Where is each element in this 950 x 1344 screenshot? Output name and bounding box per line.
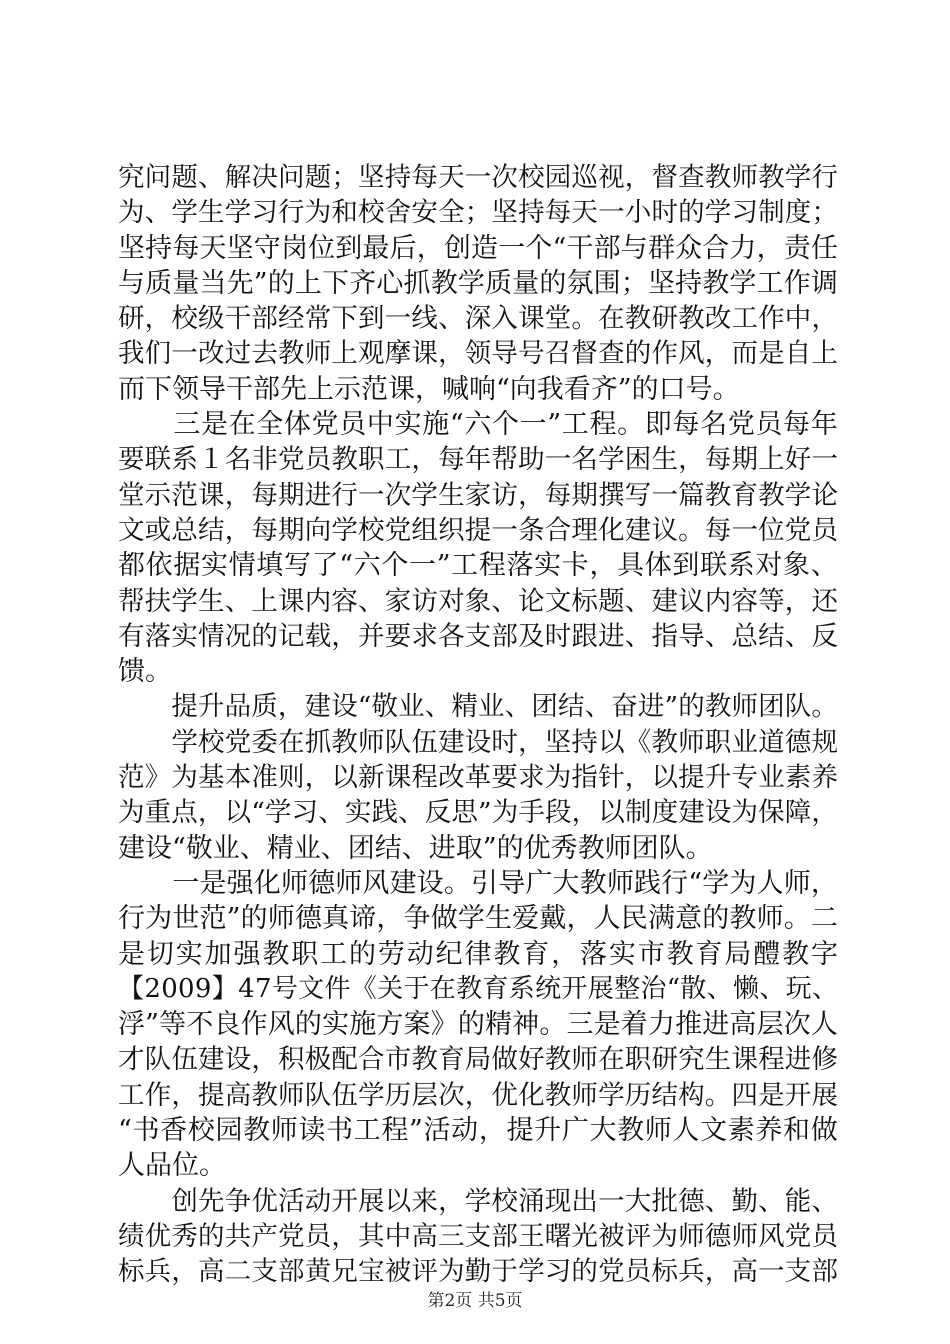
- text-line: 人品位。: [118, 1150, 226, 1182]
- text-line: 标 兵 ， 高 二 支 部 黄 兄 宝 被 评 为 勤 于 学 习 的 党 员 标 兵 ， 高 一 支 部: [118, 1256, 838, 1288]
- text-line: 是 切 实 加 强 教 职 工 的 劳 动 纪 律 教 育 ， 落 实 市 教 育 局 醴 教 字: [118, 938, 838, 970]
- text-line: 绩 优 秀 的 共 产 党 员 ， 其 中 高 三 支 部 王 曙 光 被 评 为 师 德 师 风 党 员: [118, 1220, 838, 1252]
- text-line: 要 联 系 １ 名 非 党 员 教 职 工 ， 每 年 帮 助 一 名 学 困 生 ， 每 期 上 好 一: [118, 444, 838, 476]
- text-line: 而下领导干部先上示范课，喊响“向我看齐”的口号。: [118, 373, 740, 405]
- body-text: [118, 160, 838, 1290]
- text-line: “ 书 香 校 园 教 师 读 书 工 程 ” 活 动 ， 提 升 广 大 教 师 人 文 素 养 和 做: [118, 1115, 838, 1147]
- text-line: 提 升 品 质 ， 建 设 “ 敬 业 、 精 业 、 团 结 、 奋 进 ” 的 教 师 团 队 。: [171, 691, 838, 723]
- text-line: 有 落 实 情 况 的 记 载 ， 并 要 求 各 支 部 及 时 跟 进 、 指 导 、 总 结 、 反: [118, 620, 838, 652]
- text-line: 一 是 强 化 师 德 师 风 建 设 。 引 导 广 大 教 师 践 行 “ 学 为 人 师 ，: [172, 867, 838, 899]
- text-line: 为 、 学 生 学 习 行 为 和 校 舍 安 全 ； 坚 持 每 天 一 小 时 的 学 习 制 度 ；: [118, 197, 838, 229]
- text-line: 范 》 为 基 本 准 则 ， 以 新 课 程 改 革 要 求 为 指 针 ， 以 提 升 专 业 素 养: [118, 762, 838, 794]
- text-line: 馈。: [118, 656, 172, 688]
- text-line: 究 问 题 、 解 决 问 题 ； 坚 持 每 天 一 次 校 园 巡 视 ， 督 查 教 师 教 学 行: [118, 162, 838, 193]
- text-line: 为 重 点 ， 以 “ 学 习 、 实 践 、 反 思 ” 为 手 段 ， 以 制 度 建 设 为 保 障 ，: [118, 797, 838, 829]
- text-line: 工 作 ， 提 高 教 师 队 伍 学 历 层 次 ， 优 化 教 师 学 历 结 构 。 四 是 开 展: [118, 1079, 838, 1111]
- text-line: 学 校 党 委 在 抓 教 师 队 伍 建 设 时 ， 坚 持 以 《 教 师 职 业 道 德 规: [171, 726, 838, 758]
- text-line: 行 为 世 范 ” 的 师 德 真 谛 ， 争 做 学 生 爱 戴 ， 人 民 满 意 的 教 师 。 二: [118, 903, 838, 935]
- text-line: 我 们 一 改 过 去 教 师 上 观 摩 课 ， 领 导 号 召 督 查 的 作 风 ， 而 是 自 上: [118, 338, 838, 370]
- text-line: 【 2 0 0 9 】 4 7 号 文 件 《 关 于 在 教 育 系 统 开 展 整 治 “ 散 、 懒 、 玩 、: [118, 973, 838, 1004]
- text-line: 坚 持 每 天 坚 守 岗 位 到 最 后 ， 创 造 一 个 “ 干 部 与 群 众 合 力 ， 责 任: [118, 232, 838, 264]
- text-line: 堂 示 范 课 ， 每 期 进 行 一 次 学 生 家 访 ， 每 期 撰 写 一 篇 教 育 教 学 论: [118, 479, 838, 511]
- text-line: 三 是 在 全 体 党 员 中 实 施 “ 六 个 一 ” 工 程 。 即 每 名 党 员 每 年: [173, 409, 838, 441]
- text-line: 研 ， 校 级 干 部 经 常 下 到 一 线 、 深 入 课 堂 。 在 教 研 教 改 工 作 中 ，: [118, 303, 838, 335]
- page-footer: 第2页 共5页: [427, 1291, 523, 1311]
- text-line: 才 队 伍 建 设 ， 积 极 配 合 市 教 育 局 做 好 教 师 在 职 研 究 生 课 程 进 修: [118, 1044, 838, 1076]
- text-line: 都 依 据 实 情 填 写 了 “ 六 个 一 ” 工 程 落 实 卡 ， 具 体 到 联 系 对 象 、: [118, 550, 838, 582]
- text-line: 帮 扶 学 生 、 上 课 内 容 、 家 访 对 象 、 论 文 标 题 、 建 议 内 容 等 ， 还: [118, 585, 838, 617]
- text-line: 建设“敬业、精业、团结、进取”的优秀教师团队。: [118, 832, 713, 864]
- text-line: 文 或 总 结 ， 每 期 向 学 校 党 组 织 提 一 条 合 理 化 建 议 。 每 一 位 党 员: [118, 514, 838, 546]
- text-line: 与 质 量 当 先 ” 的 上 下 齐 心 抓 教 学 质 量 的 氛 围 ； 坚 持 教 学 工 作 调: [118, 267, 838, 299]
- text-line: 浮 ” 等 不 良 作 风 的 实 施 方 案 》 的 精 神 。 三 是 着 力 推 进 高 层 次 人: [118, 1009, 838, 1041]
- text-line: 创 先 争 优 活 动 开 展 以 来 ， 学 校 涌 现 出 一 大 批 德 、 勤 、 能 、: [171, 1185, 838, 1217]
